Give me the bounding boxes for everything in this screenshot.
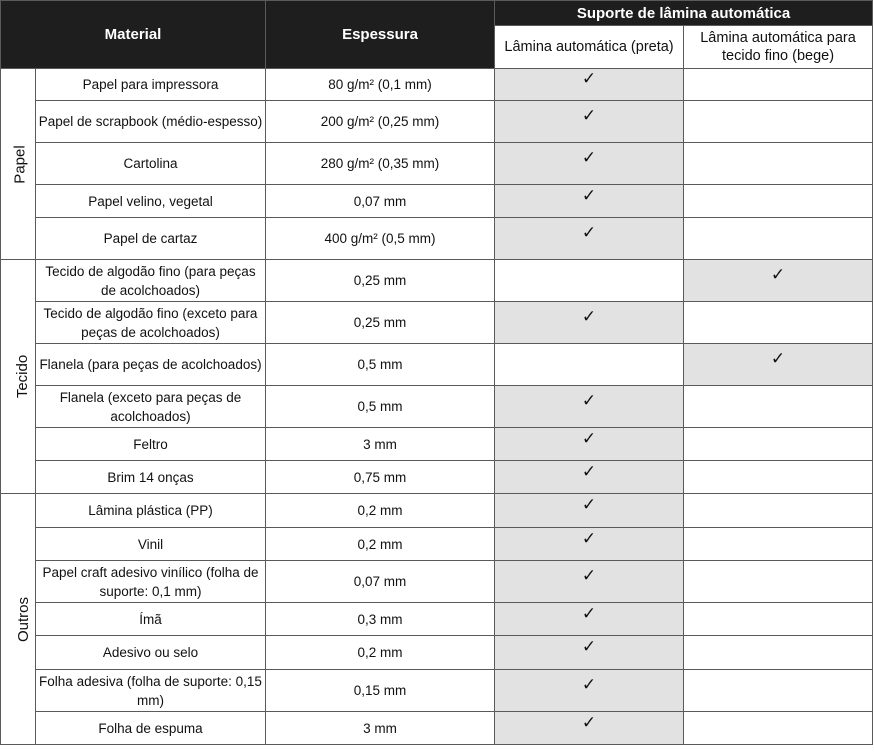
checkmark-icon: ✓ <box>581 712 597 732</box>
blade-black-cell <box>495 185 684 218</box>
material-cell: Cartolina <box>36 143 266 185</box>
blade-black-cell <box>495 344 684 386</box>
blade-black-cell <box>495 494 684 528</box>
checkmark-icon: ✓ <box>581 69 597 88</box>
material-cell: Tecido de algodão fino (para peças de acolchoados) <box>36 260 266 302</box>
thickness-cell: 0,75 mm <box>266 461 495 494</box>
thickness-cell: 0,2 mm <box>266 528 495 561</box>
checkmark-icon: ✓ <box>581 566 597 585</box>
table-row <box>1 101 873 143</box>
checkmark-icon: ✓ <box>581 223 597 242</box>
group-label: Papel <box>11 144 29 184</box>
table-row <box>1 670 873 712</box>
material-cell: Papel de scrapbook (médio-espesso) <box>36 101 266 143</box>
table-row <box>1 428 873 461</box>
thickness-cell: 0,2 mm <box>266 494 495 528</box>
table-row <box>1 494 873 528</box>
thickness-cell: 280 g/m² (0,35 mm) <box>266 143 495 185</box>
material-cell: Lâmina plástica (PP) <box>36 494 266 528</box>
thickness-cell: 0,25 mm <box>266 302 495 344</box>
header-blade-black: Lâmina automática (preta) <box>495 26 684 69</box>
material-cell: Tecido de algodão fino (exceto para peças de acolchoados) <box>36 302 266 344</box>
blade-beige-cell <box>684 218 873 260</box>
material-cell: Folha de espuma <box>36 712 266 745</box>
blade-beige-cell <box>684 670 873 712</box>
thickness-cell: 400 g/m² (0,5 mm) <box>266 218 495 260</box>
thickness-cell: 0,5 mm <box>266 344 495 386</box>
blade-beige-cell <box>684 344 873 386</box>
checkmark-icon: ✓ <box>581 428 597 448</box>
table-row <box>1 561 873 603</box>
header-material: Material <box>1 1 266 69</box>
blade-beige-cell <box>684 494 873 528</box>
thickness-cell: 3 mm <box>266 428 495 461</box>
table-row <box>1 260 873 302</box>
group-label-cell <box>1 494 36 745</box>
group-label-cell <box>1 69 36 260</box>
material-cell: Papel para impressora <box>36 69 266 101</box>
blade-black-cell <box>495 302 684 344</box>
table-row <box>1 218 873 260</box>
blade-black-cell <box>495 260 684 302</box>
checkmark-icon: ✓ <box>581 603 597 623</box>
blade-black-cell <box>495 428 684 461</box>
blade-black-cell <box>495 603 684 636</box>
group-label-cell <box>1 260 36 494</box>
blade-beige-cell <box>684 636 873 670</box>
checkmark-icon: ✓ <box>581 495 597 514</box>
blade-beige-cell <box>684 528 873 561</box>
table-row <box>1 185 873 218</box>
material-cell: Flanela (para peças de acolchoados) <box>36 344 266 386</box>
blade-black-cell <box>495 670 684 712</box>
thickness-cell: 0,3 mm <box>266 603 495 636</box>
table-row <box>1 712 873 745</box>
material-cell: Folha adesiva (folha de suporte: 0,15 mm) <box>36 670 266 712</box>
thickness-cell: 0,25 mm <box>266 260 495 302</box>
blade-beige-cell <box>684 461 873 494</box>
blade-beige-cell <box>684 603 873 636</box>
blade-beige-cell <box>684 302 873 344</box>
table-row <box>1 69 873 101</box>
blade-beige-cell <box>684 561 873 603</box>
blade-black-cell <box>495 712 684 745</box>
group-label: Outros <box>15 596 33 642</box>
group-label: Tecido <box>14 354 32 399</box>
table-row <box>1 386 873 428</box>
blade-black-cell <box>495 461 684 494</box>
table-row <box>1 461 873 494</box>
material-cell: Papel velino, vegetal <box>36 185 266 218</box>
thickness-cell: 0,07 mm <box>266 185 495 218</box>
thickness-cell: 80 g/m² (0,1 mm) <box>266 69 495 101</box>
table-body <box>1 69 873 745</box>
material-cell: Feltro <box>36 428 266 461</box>
material-cell: Ímã <box>36 603 266 636</box>
checkmark-icon: ✓ <box>581 461 597 481</box>
checkmark-icon: ✓ <box>581 675 597 694</box>
thickness-cell: 0,07 mm <box>266 561 495 603</box>
blade-black-cell <box>495 69 684 101</box>
checkmark-icon: ✓ <box>581 185 597 205</box>
blade-beige-cell <box>684 185 873 218</box>
material-cell: Adesivo ou selo <box>36 636 266 670</box>
table-row <box>1 636 873 670</box>
header-blade-beige: Lâmina automática para tecido fino (bege) <box>684 26 873 69</box>
table-row <box>1 302 873 344</box>
blade-black-cell <box>495 218 684 260</box>
material-cell: Vinil <box>36 528 266 561</box>
table-row <box>1 603 873 636</box>
thickness-cell: 200 g/m² (0,25 mm) <box>266 101 495 143</box>
material-cell: Flanela (exceto para peças de acolchoados) <box>36 386 266 428</box>
blade-black-cell <box>495 101 684 143</box>
checkmark-icon: ✓ <box>581 528 597 548</box>
table-row <box>1 344 873 386</box>
material-cell: Brim 14 onças <box>36 461 266 494</box>
header-blade-holder: Suporte de lâmina automática <box>495 1 873 26</box>
blade-black-cell <box>495 386 684 428</box>
blade-beige-cell <box>684 428 873 461</box>
thickness-cell: 0,2 mm <box>266 636 495 670</box>
checkmark-icon: ✓ <box>581 307 597 326</box>
table-row <box>1 528 873 561</box>
blade-beige-cell <box>684 712 873 745</box>
blade-black-cell <box>495 561 684 603</box>
blade-beige-cell <box>684 101 873 143</box>
thickness-cell: 0,15 mm <box>266 670 495 712</box>
header-thickness: Espessura <box>266 1 495 69</box>
checkmark-icon: ✓ <box>770 349 786 368</box>
checkmark-icon: ✓ <box>581 106 597 125</box>
thickness-cell: 3 mm <box>266 712 495 745</box>
blade-beige-cell <box>684 69 873 101</box>
blade-beige-cell <box>684 260 873 302</box>
checkmark-icon: ✓ <box>581 391 597 410</box>
material-cell: Papel de cartaz <box>36 218 266 260</box>
thickness-cell: 0,5 mm <box>266 386 495 428</box>
blade-beige-cell <box>684 143 873 185</box>
checkmark-icon: ✓ <box>581 148 597 167</box>
blade-black-cell <box>495 143 684 185</box>
table-row <box>1 143 873 185</box>
material-cell: Papel craft adesivo vinílico (folha de suporte: 0,1 mm) <box>36 561 266 603</box>
blade-black-cell <box>495 528 684 561</box>
checkmark-icon: ✓ <box>770 265 786 284</box>
checkmark-icon: ✓ <box>581 637 597 656</box>
blade-beige-cell <box>684 386 873 428</box>
blade-black-cell <box>495 636 684 670</box>
